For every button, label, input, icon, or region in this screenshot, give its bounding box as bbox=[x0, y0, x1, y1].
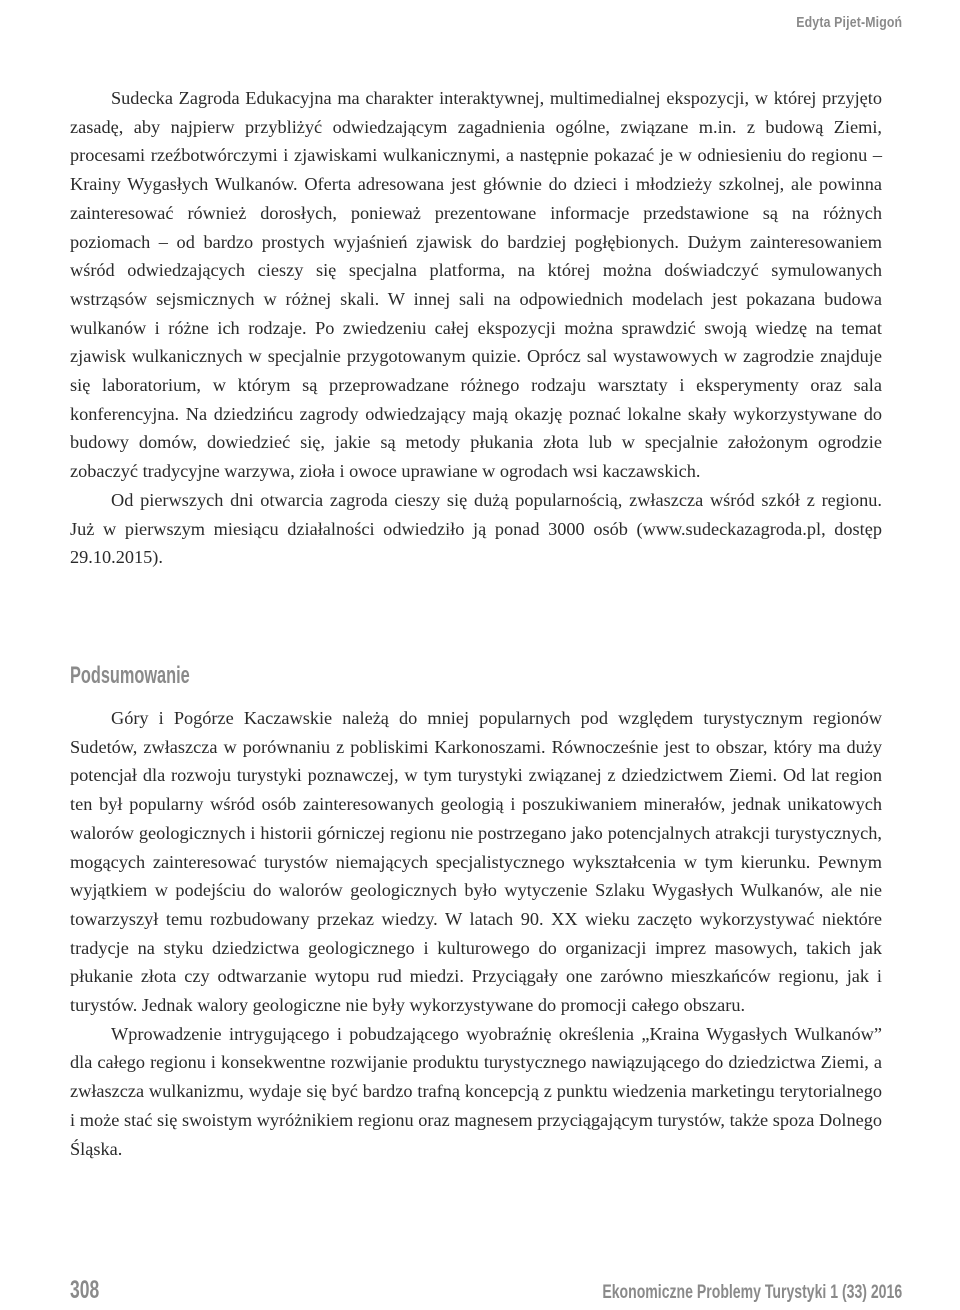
paragraph: Od pierwszych dni otwarcia zagroda cieszy się dużą popularnością, zwłaszcza wśród szkół z regionu. Już w pierwszym miesiącu działalności odwiedziło ją ponad 3000 osób (www.sudeckazagroda.pl, dostęp 29.10.2015). bbox=[70, 489, 882, 568]
page-number: 308 bbox=[70, 1276, 100, 1304]
section-body-summary bbox=[70, 704, 882, 1163]
running-head-author: Edyta Pijet-Migoń bbox=[796, 14, 902, 31]
paragraph: Góry i Pogórze Kaczawskie należą do mniej popularnych pod względem turystycznym regionów Sudetów, zwłaszcza w porównaniu z pobliskimi Karkonoszami. Równocześnie jest to obszar, który ma duży potencjał dla rozwoju turystyki poznawczej, w tym turystyki związanej z dziedzictwem Ziemi. Od lat region ten był popularny wśród osób zainteresowanych geologią i poszukiwaniem minerałów, jednak unikatowych walorów geologicznych i historii górniczej regionu nie postrzegano jako potencjalnych atrakcji turystycznych, mogących zainteresować turystów niemających specjalistycznego wykształcenia w tym kierunku. Pewnym wyjątkiem w podejściu do walorów geologicznych było wytyczenie Szlaku Wygasłych Wulkanów, ale nie towarzyszył temu rozbudowany przekaz wiedzy. W latach 90. XX wieku zaczęto wykorzystywać niektóre tradycje na styku dziedzictwa geologicznego i kulturowego do organizacji imprez masowych, takich jak płukanie złota czy odtwarzanie wytopu rud miedzi. Przyciągały one zarówno mieszkańców regionu, jak i turystów. Jednak walory geologiczne nie były wykorzystywane do promocji całego obszaru. bbox=[70, 708, 882, 1016]
journal-title: Ekonomiczne Problemy Turystyki 1 (33) 2016 bbox=[602, 1282, 902, 1303]
section-heading: Podsumowanie bbox=[70, 662, 190, 689]
paragraph: Wprowadzenie intrygującego i pobudzającego wyobraźnię określenia „Kraina Wygasłych Wulkanów” dla całego regionu i konsekwentne rozwijanie produktu turystycznego nawiązującego do dziedzictwa Ziemi, a zwłaszcza wulkanizmu, wydaje się być bardzo trafną koncepcją z punktu wiedzenia marketingu terytorialnego i może stać się swoistym wyróżnikiem regionu oraz magnesem przyciągającym turystów, także spoza Dolnego Śląska. bbox=[70, 1023, 882, 1159]
paragraph: Sudecka Zagroda Edukacyjna ma charakter interaktywnej, multimedialnej ekspozycji, w której przyjęto zasadę, aby najpierw przybliżyć odwiedzającym zagadnienia ogólne, związane m.in. z budową Ziemi, procesami rzeźbotwórczymi i zjawiskami wulkanicznymi, a następnie pokazać je w odniesieniu do regionu – Krainy Wygasłych Wulkanów. Oferta adresowana jest głównie do dzieci i młodzieży szkolnej, ale powinna zainteresować również dorosłych, ponieważ prezentowane informacje przedstawione są na różnych poziomach – od bardzo prostych wyjaśnień zjawisk do bardziej pogłębionych. Dużym zainteresowaniem wśród odwiedzających cieszy się specjalna platforma, na której można doświadczyć symulowanych wstrząsów sejsmicznych w różnej skali. W innej sali na odpowiednich modelach jest pokazana budowa wulkanów i różne ich rodzaje. Po zwiedzeniu całej ekspozycji można sprawdzić swoją wiedzę na temat zjawisk wulkanicznych w specjalnie przygotowanym quizie. Oprócz sal wystawowych w zagrodzie znajduje się laboratorium, w którym są przeprowadzane różnego rodzaju warsztaty i eksperymenty oraz sala konferencyjna. Na dziedzińcu zagrody odwiedzający mają okazję poznać lokalne skały wykorzystywane do budowy domów, dowiedzieć się, jakie są metody płukania złota lub w specjalnie założonym ogrodzie zobaczyć tradycyjne warzywa, zioła i owoce uprawiane w ogrodach wsi kaczawskich. bbox=[70, 88, 882, 482]
section-body-exhibition bbox=[70, 84, 882, 572]
